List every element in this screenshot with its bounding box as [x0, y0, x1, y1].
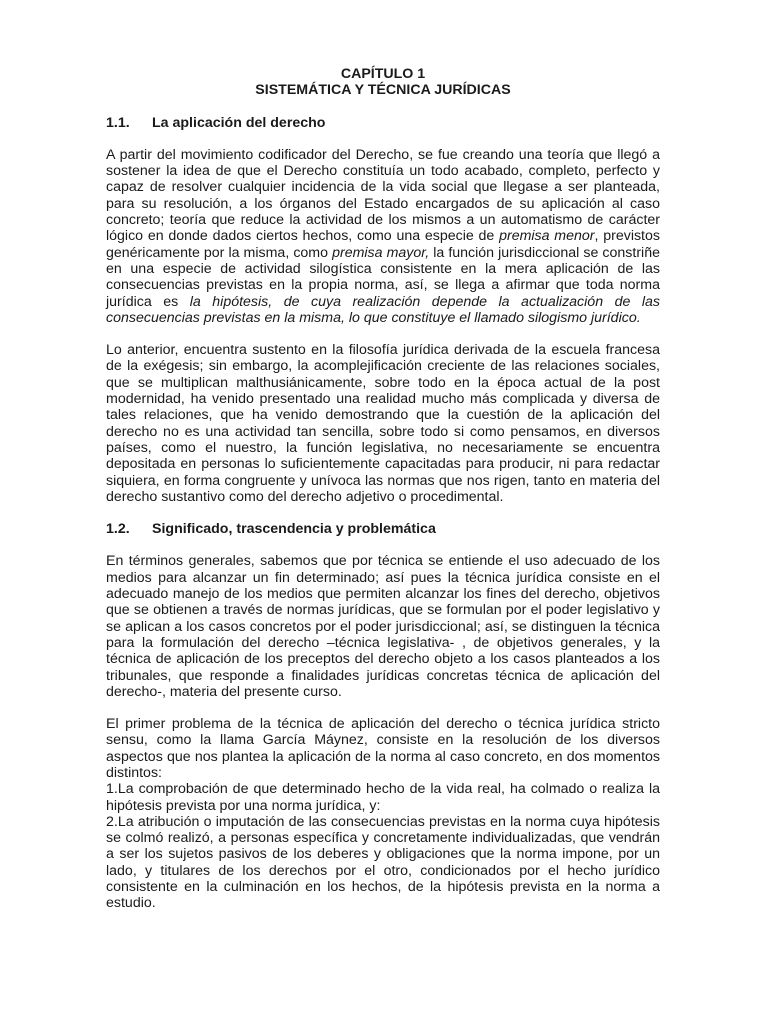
paragraph: Lo anterior, encuentra sustento en la filosofía jurídica derivada de la escuela francesa de la exégesis; sin embargo, la acomplejificación creciente de las relaciones sociales, que se multiplican malthusiánicamente, sobre todo en la época actual de la post modernidad, ha venido presentado una realidad mucho más complicada y diversa de tales relaciones, que ha venido demostrando que la cuestión de la aplicación del derecho no es una actividad tan sencilla, sobre todo si como pensamos, en diversos países, como el nuestro, la función legislativa, no necesariamente se encuentra depositada en personas lo suficientemente capacitadas para producir, ni para redactar siquiera, en forma congruente y unívoca las normas que nos rigen, tanto en materia del derecho sustantivo como del derecho adjetivo o procedimental.: [106, 342, 660, 505]
italic-text-run: premisa mayor,: [332, 244, 430, 261]
italic-text-run: la hipótesis, de cuya realización depende la actualización de las consecuencias previstas en la misma, lo que constituye el llamado silogismo jurídico.: [106, 293, 660, 326]
text-run: , previstos genéricamente por la misma, como: [106, 228, 660, 261]
section-number: 1.1.: [106, 114, 130, 131]
chapter-title: SISTEMÁTICA Y TÉCNICA JURÍDICAS: [255, 82, 511, 99]
text-run: A partir del movimiento codificador del Derecho, se fue creando una teoría que llegó a sostener la idea de que el Derecho constituía un todo acabado, completo, perfecto y capaz de resolver cualquier incidencia de la vida social que llegase a ser planteada, para su resolución, a los órganos del Estado encargados de su aplicación al caso concreto; teoría que reduce la actividad de los mismos a un automatismo de carácter lógico en donde dados ciertos hechos, como una especie de: [106, 146, 660, 245]
section-heading-1-1: [106, 115, 660, 131]
section-title: La aplicación del derecho: [152, 114, 326, 131]
paragraph: En términos generales, sabemos que por técnica se entiende el uso adecuado de los medios para alcanzar un fin determinado; así pues la técnica jurídica consiste en el adecuado manejo de los medios que permiten alcanzar los fines del derecho, objetivos que se obtienen a través de normas jurídicas, que se formulan por el poder legislativo y se aplican a los casos concretos por el poder jurisdiccional; así, se distinguen la técnica para la formulación del derecho –técnica legislativa- , de objetivos generales, y la técnica de aplicación de los preceptos del derecho objeto a los casos planteados a los tribunales, que responde a finalidades jurídicas concretas técnica de aplicación del derecho-, materia del presente curso.: [106, 553, 660, 700]
italic-text-run: premisa menor: [499, 228, 595, 245]
document-page: [106, 66, 660, 912]
section-number: 1.2.: [106, 521, 130, 538]
section-heading-1-2: [106, 521, 660, 537]
list-item: 2.La atribución o imputación de las consecuencias previstas en la norma cuya hipótesis se colmó realizó, a personas específica y concretamente individualizadas, que vendrán a ser los sujetos pasivos de los deberes y obligaciones que la norma impone, por un lado, y titulares de los derechos por el otro, condicionados por el hecho jurídico consistente en la culminación en los hechos, de la hipótesis prevista en la norma a estudio.: [106, 813, 660, 912]
section-title: Significado, trascendencia y problemática: [152, 521, 436, 538]
paragraph: El primer problema de la técnica de aplicación del derecho o técnica jurídica stricto sensu, como la llama García Máynez, consiste en la resolución de los diversos aspectos que nos plantea la aplicación de la norma al caso concreto, en dos momentos distintos:: [106, 716, 660, 781]
text-run: la función jurisdiccional se constriñe en una especie de actividad silogística consistente en la mera aplicación de las consecuencias previstas en la propia norma, así, se llega a afirmar que toda norma jurídica es: [106, 244, 660, 310]
chapter-label: CAPÍTULO 1: [340, 66, 426, 82]
paragraph: [106, 147, 660, 326]
list-item: 1.La comprobación de que determinado hecho de la vida real, ha colmado o realiza la hipótesis prevista por una norma jurídica, y:: [106, 781, 660, 814]
